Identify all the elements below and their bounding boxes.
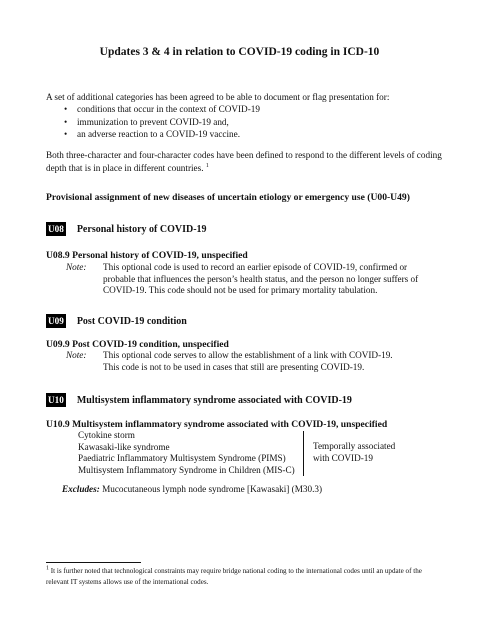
bullet-list: [64, 103, 260, 141]
page-title: Updates 3 & 4 in relation to COVID-19 coding in ICD-10: [99, 46, 380, 58]
list-item: Paediatric Inflammatory Multisystem Syndrome (PIMS): [78, 453, 286, 463]
paragraph-text: Both three-character and four-character codes have been defined to respond to the different levels of coding depth that is in place in different countries.: [46, 150, 442, 173]
u08-heading: [46, 222, 207, 236]
footnote-text: It is further noted that technological constraints may require bridge national coding to the international codes until an update of the relevant IT systems allows use of the international codes.: [46, 567, 422, 586]
u09-note-label: Note:: [66, 350, 87, 360]
footnote-divider: [46, 562, 141, 563]
u08-title: Personal history of COVID-19: [76, 223, 207, 235]
u09-heading: [46, 314, 187, 328]
code-badge-u08: U08: [48, 224, 64, 234]
coding-depth-paragraph: [46, 149, 446, 174]
code-badge-u09: U09: [48, 316, 64, 326]
bullet-item: • immunization to prevent COVID-19 and,: [64, 116, 260, 129]
u10-heading: [46, 393, 352, 407]
u08-note-label: Note:: [66, 262, 87, 272]
side-note-line: with COVID-19: [313, 452, 373, 463]
list-item: Multisystem Inflammatory Syndrome in Children (MIS-C): [78, 464, 295, 475]
bullet-item: • conditions that occur in the context of COVID-19: [64, 103, 260, 116]
note-line: This optional code is used to record an earlier episode of COVID-19, confirmed or: [103, 262, 408, 272]
note-line: This optional code serves to allow the establishment of a link with COVID-19.: [103, 350, 393, 360]
bullet-item: • an adverse reaction to a COVID-19 vaccine.: [64, 128, 260, 141]
excludes-label: Excludes:: [62, 484, 100, 494]
footnote-marker: 1: [46, 565, 49, 572]
list-item: Cytokine storm: [78, 430, 135, 440]
note-line: COVID-19. This code should not be used for primary mortality tabulation.: [103, 285, 378, 295]
u09-note-text: [103, 350, 423, 373]
footnote: [46, 566, 446, 587]
u10-side-note: [313, 441, 423, 464]
intro-paragraph: A set of additional categories has been agreed to be able to document or flag presentation for:: [46, 92, 390, 102]
u08-9-heading: U08.9 Personal history of COVID-19, unspecified: [46, 250, 248, 261]
code-badge-u10: U10: [48, 395, 64, 405]
u09-title: Post COVID-19 condition: [76, 315, 187, 327]
u10-excludes: [62, 484, 322, 494]
list-item: Kawasaki-like syndrome: [78, 441, 170, 452]
u09-9-heading: U09.9 Post COVID-19 condition, unspecified: [46, 339, 229, 350]
u10-inclusion-list: [78, 430, 295, 476]
u10-9-heading: U10.9 Multisystem inflammatory syndrome associated with COVID-19, unspecified: [46, 419, 388, 430]
bracket-divider: [303, 431, 304, 476]
note-line: This code is not to be used in cases that still are presenting COVID-19.: [103, 361, 365, 372]
excludes-text: Mucocutaneous lymph node syndrome [Kawasaki] (M30.3): [99, 484, 323, 494]
u10-title: Multisystem inflammatory syndrome associated with COVID-19: [76, 394, 352, 406]
u08-note-text: [103, 262, 423, 297]
section-heading: Provisional assignment of new diseases of uncertain etiology or emergency use (U00-U49): [46, 192, 410, 203]
side-note-line: Temporally associated: [313, 441, 396, 451]
footnote-reference[interactable]: 1: [205, 162, 209, 169]
note-line: probable that influences the person’s health status, and the person no longer suffers of: [103, 273, 419, 284]
